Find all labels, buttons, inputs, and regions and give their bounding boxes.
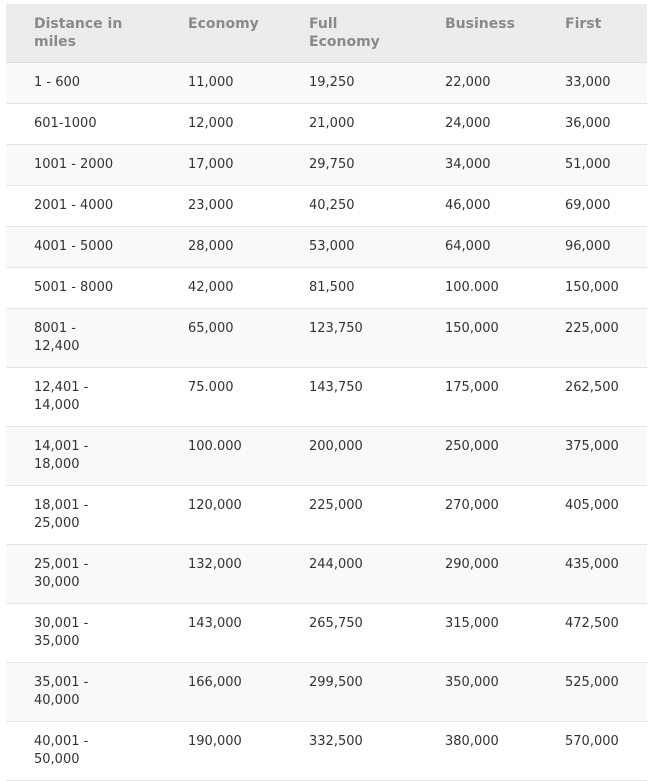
cell-business: 22,000 bbox=[417, 63, 537, 104]
cell-business: 175,000 bbox=[417, 368, 537, 427]
cell-distance: 1 - 600 bbox=[6, 63, 160, 104]
cell-first: 405,000 bbox=[537, 486, 647, 545]
cell-economy: 42,000 bbox=[160, 268, 281, 309]
table-row bbox=[6, 427, 647, 486]
cell-distance: 30,001 - 35,000 bbox=[6, 604, 160, 663]
cell-economy: 11,000 bbox=[160, 63, 281, 104]
cell-full-economy: 53,000 bbox=[281, 227, 417, 268]
table-row bbox=[6, 268, 647, 309]
table-row bbox=[6, 486, 647, 545]
table-row bbox=[6, 227, 647, 268]
cell-full-economy: 244,000 bbox=[281, 545, 417, 604]
header-economy: Economy bbox=[160, 4, 281, 63]
cell-business: 250,000 bbox=[417, 427, 537, 486]
cell-full-economy: 200,000 bbox=[281, 427, 417, 486]
cell-distance: 2001 - 4000 bbox=[6, 186, 160, 227]
cell-distance: 4001 - 5000 bbox=[6, 227, 160, 268]
cell-economy: 120,000 bbox=[160, 486, 281, 545]
cell-first: 435,000 bbox=[537, 545, 647, 604]
cell-economy: 166,000 bbox=[160, 663, 281, 722]
table-header bbox=[6, 4, 647, 63]
cell-full-economy: 143,750 bbox=[281, 368, 417, 427]
cell-distance: 12,401 - 14,000 bbox=[6, 368, 160, 427]
cell-distance: 35,001 - 40,000 bbox=[6, 663, 160, 722]
cell-full-economy: 265,750 bbox=[281, 604, 417, 663]
cell-distance: 5001 - 8000 bbox=[6, 268, 160, 309]
cell-full-economy: 81,500 bbox=[281, 268, 417, 309]
cell-first: 525,000 bbox=[537, 663, 647, 722]
cell-full-economy: 19,250 bbox=[281, 63, 417, 104]
cell-first: 150,000 bbox=[537, 268, 647, 309]
cell-economy: 17,000 bbox=[160, 145, 281, 186]
cell-distance: 1001 - 2000 bbox=[6, 145, 160, 186]
cell-full-economy: 29,750 bbox=[281, 145, 417, 186]
cell-full-economy: 299,500 bbox=[281, 663, 417, 722]
cell-business: 46,000 bbox=[417, 186, 537, 227]
table-row bbox=[6, 545, 647, 604]
cell-full-economy: 332,500 bbox=[281, 722, 417, 781]
cell-business: 150,000 bbox=[417, 309, 537, 368]
cell-first: 36,000 bbox=[537, 104, 647, 145]
cell-first: 51,000 bbox=[537, 145, 647, 186]
cell-first: 225,000 bbox=[537, 309, 647, 368]
table-row bbox=[6, 368, 647, 427]
cell-distance: 601-1000 bbox=[6, 104, 160, 145]
cell-full-economy: 21,000 bbox=[281, 104, 417, 145]
table-row bbox=[6, 186, 647, 227]
cell-business: 290,000 bbox=[417, 545, 537, 604]
cell-first: 262,500 bbox=[537, 368, 647, 427]
table-row bbox=[6, 722, 647, 781]
cell-economy: 100.000 bbox=[160, 427, 281, 486]
cell-economy: 143,000 bbox=[160, 604, 281, 663]
table-body bbox=[6, 63, 647, 781]
header-full-economy: Full Economy bbox=[281, 4, 417, 63]
cell-business: 350,000 bbox=[417, 663, 537, 722]
cell-business: 270,000 bbox=[417, 486, 537, 545]
table-row bbox=[6, 309, 647, 368]
cell-business: 100.000 bbox=[417, 268, 537, 309]
cell-economy: 12,000 bbox=[160, 104, 281, 145]
cell-economy: 190,000 bbox=[160, 722, 281, 781]
cell-first: 375,000 bbox=[537, 427, 647, 486]
header-first: First bbox=[537, 4, 647, 63]
header-row bbox=[6, 4, 647, 63]
table-row bbox=[6, 104, 647, 145]
table-row bbox=[6, 63, 647, 104]
cell-first: 33,000 bbox=[537, 63, 647, 104]
header-business: Business bbox=[417, 4, 537, 63]
cell-business: 315,000 bbox=[417, 604, 537, 663]
cell-economy: 23,000 bbox=[160, 186, 281, 227]
cell-business: 380,000 bbox=[417, 722, 537, 781]
cell-economy: 75.000 bbox=[160, 368, 281, 427]
table-row bbox=[6, 663, 647, 722]
cell-distance: 18,001 - 25,000 bbox=[6, 486, 160, 545]
cell-economy: 132,000 bbox=[160, 545, 281, 604]
cell-full-economy: 40,250 bbox=[281, 186, 417, 227]
cell-distance: 25,001 - 30,000 bbox=[6, 545, 160, 604]
cell-distance: 40,001 - 50,000 bbox=[6, 722, 160, 781]
cell-distance: 8001 - 12,400 bbox=[6, 309, 160, 368]
cell-economy: 65,000 bbox=[160, 309, 281, 368]
cell-economy: 28,000 bbox=[160, 227, 281, 268]
cell-first: 472,500 bbox=[537, 604, 647, 663]
header-distance: Distance in miles bbox=[6, 4, 160, 63]
cell-full-economy: 225,000 bbox=[281, 486, 417, 545]
table-row bbox=[6, 604, 647, 663]
cell-first: 69,000 bbox=[537, 186, 647, 227]
award-chart-table-container bbox=[6, 4, 647, 781]
cell-business: 34,000 bbox=[417, 145, 537, 186]
cell-first: 570,000 bbox=[537, 722, 647, 781]
cell-distance: 14,001 - 18,000 bbox=[6, 427, 160, 486]
table-row bbox=[6, 145, 647, 186]
cell-business: 64,000 bbox=[417, 227, 537, 268]
cell-full-economy: 123,750 bbox=[281, 309, 417, 368]
cell-business: 24,000 bbox=[417, 104, 537, 145]
award-chart-table bbox=[6, 4, 647, 781]
cell-first: 96,000 bbox=[537, 227, 647, 268]
